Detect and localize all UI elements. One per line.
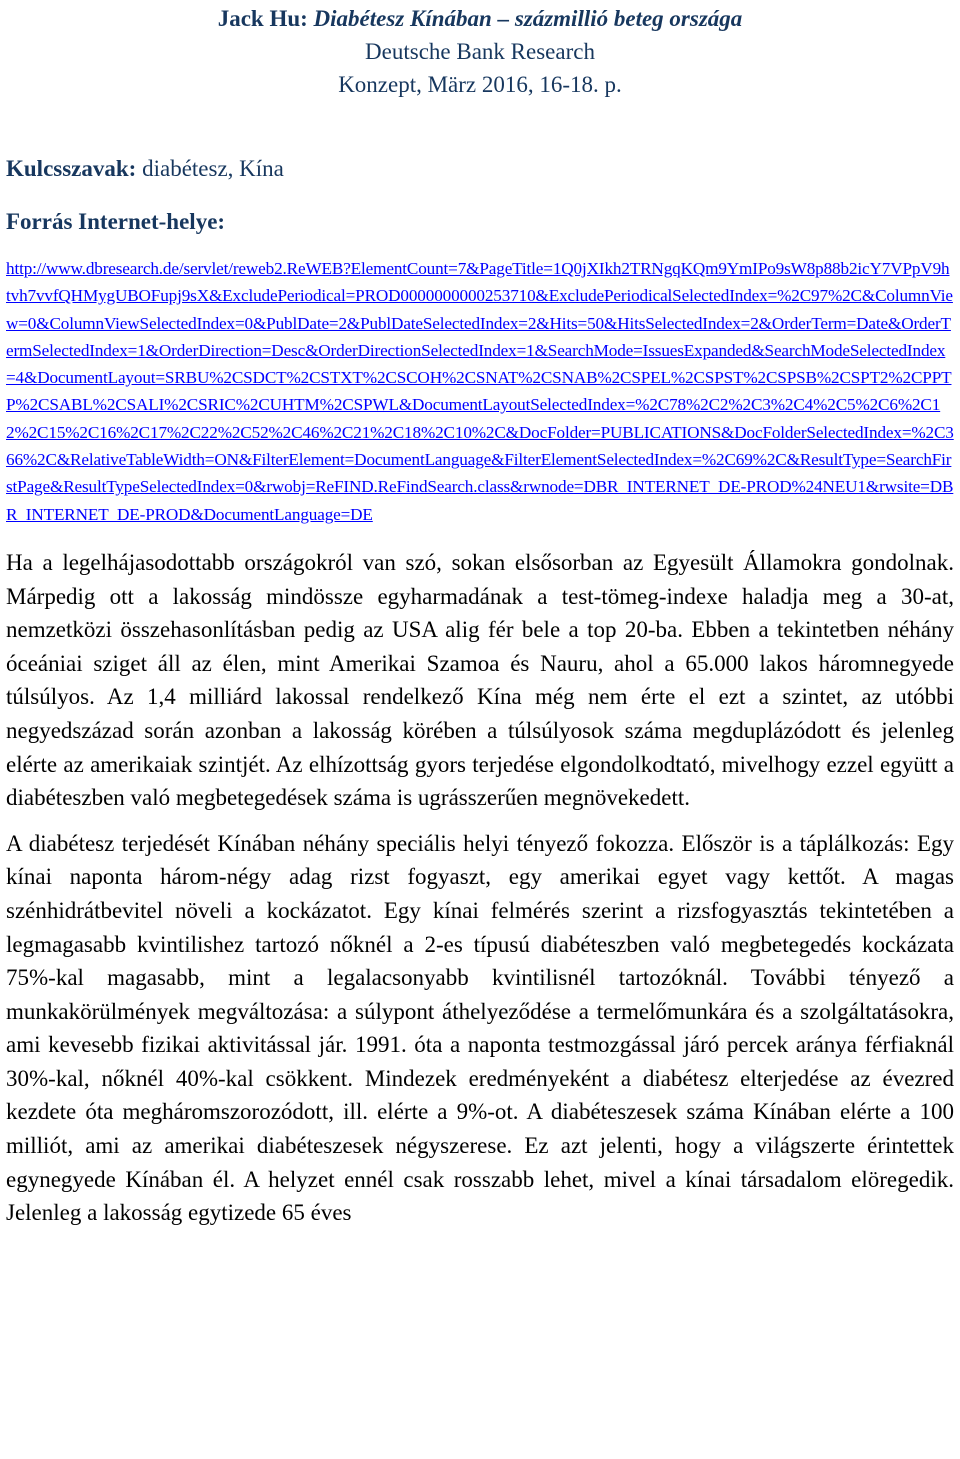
document-page <box>6 0 954 1230</box>
keywords-line <box>6 154 954 184</box>
body-paragraph-2: A diabétesz terjedését Kínában néhány speciális helyi tényező fokozza. Először is a táplálkozás: Egy kínai naponta három-négy adag rizst fogyaszt, egy amerikai egyet vagy kettőt. A magas szénhidrátbevitel növeli a kockázatot. Egy kínai felmérés szerint a rizsfogyasztás tekintetében a legmagasabb kvintilishez tartozó nőknél a 2-es típusú diabéteszben való megbetegedés kockázata 75%-kal magasabb, mint a legalacsonyabb kvintilisnél tartozóknál. További tényező a munkakörülmények megváltozása: a súlypont áthelyeződése a termelőmunkára és a szolgáltatásokra, ami kevesebb fizikai aktivitással jár. 1991. óta a naponta testmozgással járó percek aránya férfiaknál 30%-kal, nőknél 40%-kal csökkent. Mindezek eredményeként a diabétesz elterjedése az évezred kezdete óta megháromszorozódott, ill. elérte a 9%-ot. A diabéteszesek száma Kínában elérte a 100 milliót, ami az amerikai diabéteszesek négyszerese. Ez azt jelenti, hogy a világszerte érintettek egynegyede Kínában él. A helyzet ennél csak rosszabb lehet, mivel a kínai társadalom elöregedik. Jelenleg a lakosság egytizede 65 éves <box>6 830 954 1226</box>
source-line <box>6 207 954 237</box>
citation: Konzept, März 2016, 16-18. p. <box>338 72 622 97</box>
keywords-value: diabétesz, Kína <box>136 156 284 181</box>
document-header <box>6 0 954 101</box>
article-author: Jack Hu: <box>217 6 314 31</box>
source-url-link[interactable]: http://www.dbresearch.de/servlet/reweb2.ReWEB?ElementCount=7&PageTitle=1Q0jXIkh2TRNgqKQm9YmIPo9sW8p88b2icY7VPpV9htvh7vvfQHMygUBOFupj9sX&ExcludePeriodical=PROD0000000000253710&ExcludePeriodicalSelectedIndex=%2C97%2C&ColumnView=0&ColumnViewSelectedIndex=0&PublDate=2&PublDateSelectedIndex=2&Hits=50&HitsSelectedIndex=2&OrderTerm=Date&OrderTermSelectedIndex=1&OrderDirection=Desc&OrderDirectionSelectedIndex=1&SearchMode=IssuesExpanded&SearchModeSelectedIndex=4&DocumentLayout=SRBU%2CSDCT%2CSTXT%2CSCOH%2CSNAT%2CSNAB%2CSPEL%2CSPST%2CSPSB%2CSPT2%2CPPTP%2CSABL%2CSALI%2CSRIC%2CUHTM%2CSPWL&DocumentLayoutSelectedIndex=%2C78%2C2%2C3%2C4%2C5%2C6%2C12%2C15%2C16%2C17%2C22%2C52%2C46%2C21%2C18%2C10%2C&DocFolder=PUBLICATIONS&DocFolderSelectedIndex=%2C366%2C&RelativeTableWidth=ON&FilterElement=DocumentLanguage&FilterElementSelectedIndex=%2C69%2C&ResultType=SearchFirstPage&ResultTypeSelectedIndex=0&rwobj=ReFIND.ReFindSearch.class&rwnode=DBR_INTERNET_DE-PROD%24NEU1&rwsite=DBR_INTERNET_DE-PROD&DocumentLanguage=DE <box>6 259 954 524</box>
publisher: Deutsche Bank Research <box>365 39 595 64</box>
article-title-text: Diabétesz Kínában – százmillió beteg országa <box>313 6 743 31</box>
body-paragraph-1: Ha a legelhájasodottabb országokról van szó, sokan elsősorban az Egyesült Államokra gondolnak. Márpedig ott a lakosság mindössze egyharmadának a test-tömeg-indexe haladja meg a 30-at, nemzetközi összehasonlításban pedig az USA alig fér bele a top 20-ba. Ebben a tekintetben néhány óceániai sziget áll az élen, mint Amerikai Szamoa és Nauru, ahol a 65.000 lakos háromnegyede túlsúlyos. Az 1,4 milliárd lakossal rendelkező Kína még nem érte el ezt a szintet, az utóbbi negyedszázad során azonban a lakosság körében a túlsúlyosok száma megduplázódott és jelenleg elérte az amerikaiak szintjét. Az elhízottság gyors terjedése elgondolkodtató, mivelhogy ezzel együtt a diabéteszben való megbetegedések száma is ugrásszerűen megnövekedett. <box>6 549 954 811</box>
article-title <box>6 2 954 35</box>
keywords-label: Kulcsszavak: <box>6 156 137 181</box>
source-label: Forrás Internet-helye: <box>6 209 226 234</box>
